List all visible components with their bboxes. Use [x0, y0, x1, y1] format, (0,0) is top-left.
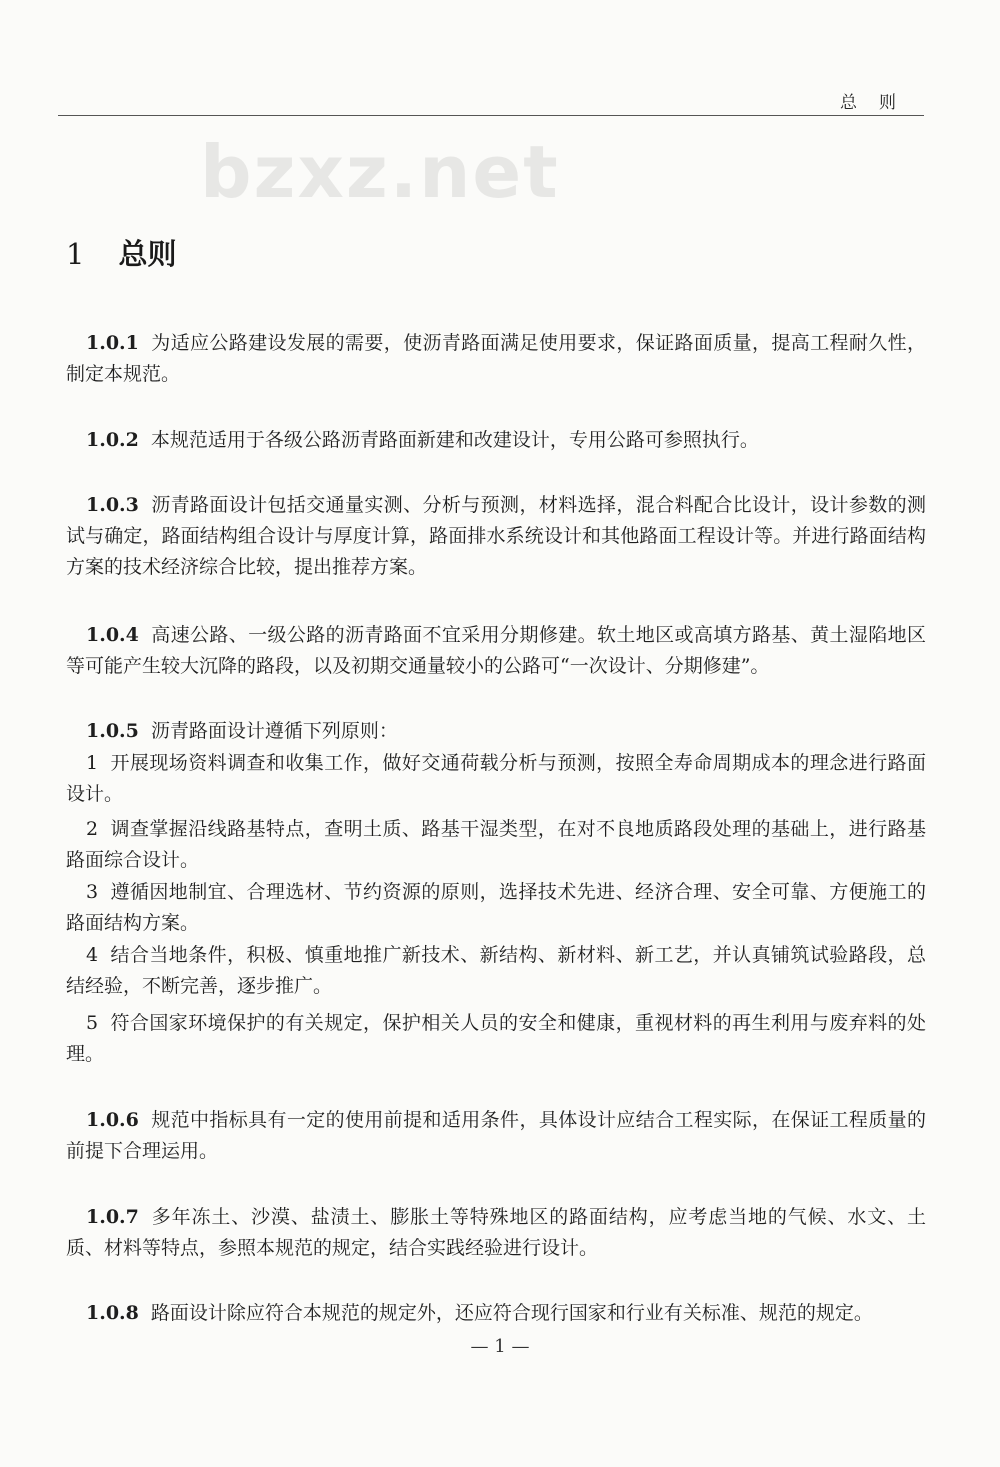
- clause-1-0-6: [66, 1105, 926, 1167]
- item-number: 5: [86, 1012, 99, 1034]
- item-number: 4: [86, 944, 99, 966]
- clause-text: 路面设计除应符合本规范的规定外，还应符合现行国家和行业有关标准、规范的规定。: [150, 1302, 873, 1324]
- clause-text: 为适应公路建设发展的需要，使沥青路面满足使用要求，保证路面质量，提高工程耐久性，制定本规范。: [66, 332, 926, 385]
- watermark: bzxz.net: [200, 130, 560, 214]
- item-text: 结合当地条件，积极、慎重地推广新技术、新结构、新材料、新工艺，并认真铺筑试验路段，总结经验，不断完善，逐步推广。: [66, 944, 926, 997]
- item-text: 遵循因地制宜、合理选材、节约资源的原则，选择技术先进、经济合理、安全可靠、方便施工的路面结构方案。: [66, 881, 926, 934]
- header-rule: [58, 115, 924, 116]
- clause-1-0-1: [66, 328, 926, 390]
- clause-1-0-5-item-1: [66, 748, 926, 810]
- chapter-heading: 总则: [118, 237, 177, 271]
- clause-1-0-5: [66, 716, 926, 747]
- item-number: 2: [86, 818, 99, 840]
- page-number: — 1 —: [470, 1336, 530, 1357]
- clause-text: 规范中指标具有一定的使用前提和适用条件，具体设计应结合工程实际，在保证工程质量的前提下合理运用。: [66, 1109, 926, 1162]
- clause-1-0-2: [66, 425, 926, 456]
- item-text: 开展现场资料调查和收集工作，做好交通荷载分析与预测，按照全寿命周期成本的理念进行路面设计。: [66, 752, 926, 805]
- clause-number: 1.0.8: [86, 1302, 139, 1324]
- clause-number: 1.0.4: [86, 624, 139, 646]
- item-number: 1: [86, 752, 99, 774]
- clause-1-0-5-item-3: [66, 877, 926, 939]
- clause-1-0-5-item-2: [66, 814, 926, 876]
- item-number: 3: [86, 881, 99, 903]
- clause-number: 1.0.1: [86, 332, 139, 354]
- clause-text: 高速公路、一级公路的沥青路面不宜采用分期修建。软土地区或高填方路基、黄土湿陷地区等可能产生较大沉降的路段，以及初期交通量较小的公路可“一次设计、分期修建”。: [66, 624, 926, 677]
- item-text: 调查掌握沿线路基特点，查明土质、路基干湿类型，在对不良地质路段处理的基础上，进行路基路面综合设计。: [66, 818, 926, 871]
- clause-number: 1.0.7: [86, 1206, 139, 1228]
- chapter-title: [66, 232, 176, 273]
- clause-1-0-5-item-5: [66, 1008, 926, 1070]
- item-text: 符合国家环境保护的有关规定，保护相关人员的安全和健康，重视材料的再生利用与废弃料的处理。: [66, 1012, 926, 1065]
- clause-1-0-3: [66, 490, 926, 583]
- clause-1-0-7: [66, 1202, 926, 1264]
- clause-1-0-8: [66, 1298, 926, 1329]
- clause-text: 多年冻土、沙漠、盐渍土、膨胀土等特殊地区的路面结构，应考虑当地的气候、水文、土质、材料等特点，参照本规范的规定，结合实践经验进行设计。: [66, 1206, 926, 1259]
- clause-1-0-4: [66, 620, 926, 682]
- clause-number: 1.0.5: [86, 720, 139, 742]
- clause-text: 沥青路面设计包括交通量实测、分析与预测，材料选择，混合料配合比设计，设计参数的测试与确定，路面结构组合设计与厚度计算，路面排水系统设计和其他路面工程设计等。并进行路面结构方案的技术经济综合比较，提出推荐方案。: [66, 494, 926, 578]
- running-header: 总则: [840, 93, 918, 113]
- clause-1-0-5-item-4: [66, 940, 926, 1002]
- clause-text: 沥青路面设计遵循下列原则：: [150, 720, 398, 742]
- clause-number: 1.0.2: [86, 429, 139, 451]
- chapter-number: 1: [66, 237, 85, 271]
- clause-text: 本规范适用于各级公路沥青路面新建和改建设计，专用公路可参照执行。: [150, 429, 759, 451]
- clause-number: 1.0.6: [86, 1109, 139, 1131]
- clause-number: 1.0.3: [86, 494, 139, 516]
